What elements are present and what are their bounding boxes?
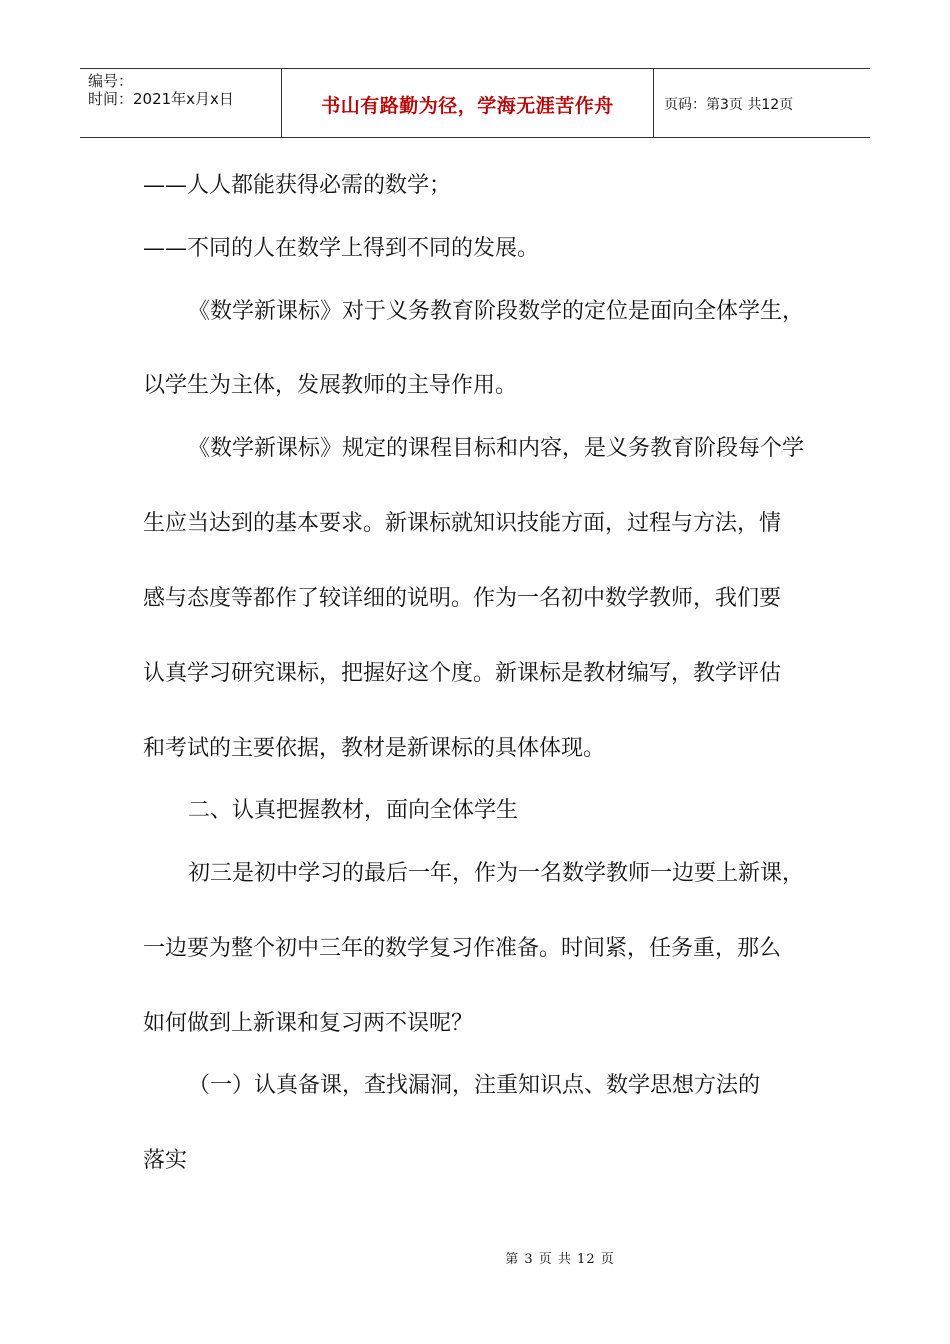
body-line: 生应当达到的基本要求。新课标就知识技能方面，过程与方法，情 — [143, 511, 782, 536]
body-paragraph-start: 初三是初中学习的最后一年，作为一名数学教师一边要上新课， — [188, 861, 805, 886]
body-line: 认真学习研究课标，把握好这个度。新课标是教材编写，教学评估 — [143, 661, 782, 686]
header-page-info: 页码：第3页 共12页 — [664, 97, 794, 113]
header-motto: 书山有路勤为径，学海无涯苦作舟 — [321, 94, 614, 117]
body-paragraph-start: 《数学新课标》规定的课程目标和内容，是义务教育阶段每个学 — [188, 436, 805, 461]
body-paragraph-start: 《数学新课标》对于义务教育阶段数学的定位是面向全体学生， — [188, 299, 805, 324]
header-meta-cell — [80, 69, 282, 137]
document-number-label: 编号： — [88, 72, 134, 90]
body-line: 如何做到上新课和复习两不误呢？ — [143, 1011, 474, 1036]
body-line: 感与态度等都作了较详细的说明。作为一名初中数学教师，我们要 — [143, 586, 782, 611]
body-line: 以学生为主体，发展教师的主导作用。 — [143, 373, 518, 398]
document-time-label: 时间：2021年x月x日 — [88, 90, 234, 108]
header-motto-cell — [282, 69, 654, 137]
body-line: 落实 — [143, 1148, 188, 1173]
section-heading: 二、认真把握教材，面向全体学生 — [188, 798, 519, 823]
body-line: ——人人都能获得必需的数学； — [143, 173, 452, 198]
body-line: ——不同的人在数学上得到不同的发展。 — [143, 236, 540, 261]
body-line: 一边要为整个初中三年的数学复习作准备。时间紧，任务重，那么 — [143, 936, 782, 961]
subsection-heading: （一）认真备课，查找漏洞，注重知识点、数学思想方法的 — [188, 1073, 761, 1098]
document-header — [80, 68, 870, 138]
body-line: 和考试的主要依据，教材是新课标的具体体现。 — [143, 736, 606, 761]
header-page-cell — [654, 69, 870, 137]
page-footer: 第 3 页 共 12 页 — [505, 1252, 615, 1267]
